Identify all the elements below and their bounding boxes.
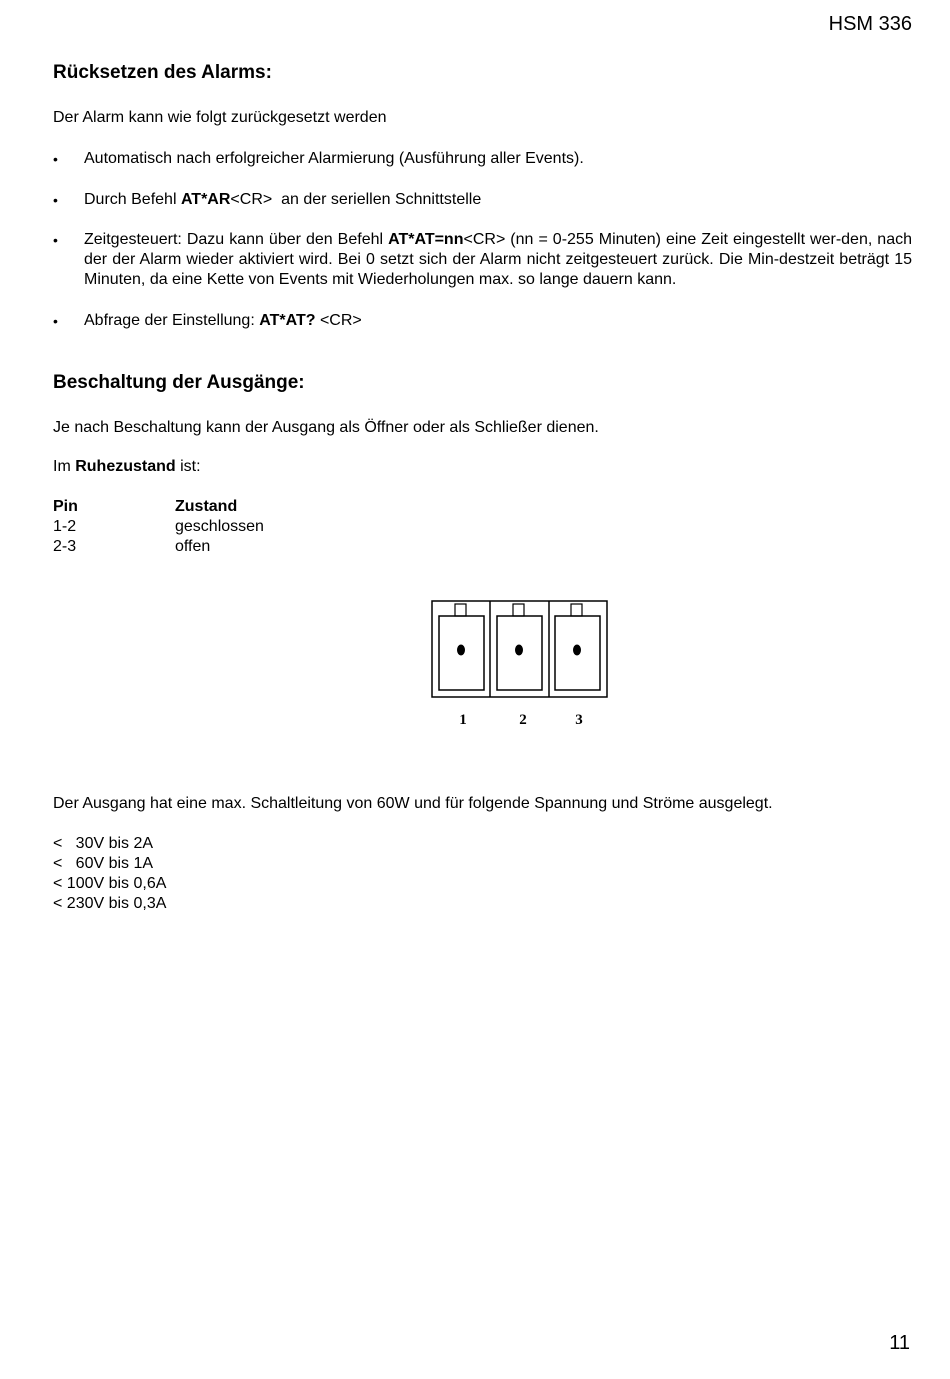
voltage-limit-item: < 30V bis 2A — [53, 835, 154, 852]
bullet-text-post: <CR> an der seriellen Schnittstelle — [230, 191, 482, 208]
table-cell-pin: 2-3 — [53, 538, 77, 555]
alarm-reset-intro: Der Alarm kann wie folgt zurückgesetzt werden — [53, 109, 387, 126]
output-rating-text: Der Ausgang hat eine max. Schaltleitung von 60W und für folgende Spannung und Ströme ausgelegt. — [53, 795, 773, 812]
bullet-item-timed — [84, 230, 912, 290]
table-header-pin: Pin — [53, 498, 78, 515]
table-header-state: Zustand — [175, 498, 238, 515]
pin-label: 3 — [575, 712, 583, 728]
voltage-limit-item: < 100V bis 0,6A — [53, 875, 167, 892]
pin-label: 1 — [459, 712, 467, 728]
rest-state-pre: Im — [53, 458, 76, 475]
bullet-text-pre: Durch Befehl — [84, 191, 181, 208]
voltage-limit-item: < 60V bis 1A — [53, 855, 154, 872]
pin-label: 2 — [519, 712, 527, 728]
bullet-item-query — [84, 311, 362, 331]
page-number: 11 — [889, 1332, 910, 1354]
table-cell-state: offen — [175, 538, 211, 555]
terminal-3 — [555, 604, 600, 690]
rest-state-post: ist: — [175, 458, 201, 475]
connector-pin-diagram — [430, 598, 612, 733]
bullet-marker: • — [53, 151, 58, 167]
section-heading-outputs: Beschaltung der Ausgänge: — [53, 372, 305, 393]
bullet-item-command — [84, 190, 481, 210]
bullet-item-automatic: Automatisch nach erfolgreicher Alarmierung (Ausführung aller Events). — [84, 150, 584, 167]
bullet-text-pre: Zeitgesteuert: Dazu kann über den Befehl — [84, 231, 389, 248]
command-at-at-nn: AT*AT=nn — [388, 231, 464, 248]
command-at-ar: AT*AR — [180, 191, 231, 208]
command-at-at-query: AT*AT? — [259, 312, 316, 329]
rest-state-term: Ruhezustand — [75, 458, 176, 475]
bullet-marker: • — [53, 192, 58, 208]
terminal-2 — [497, 604, 542, 690]
bullet-marker: • — [53, 313, 58, 329]
outputs-intro: Je nach Beschaltung kann der Ausgang als Öffner oder als Schließer dienen. — [53, 419, 599, 436]
rest-state-line — [53, 457, 201, 477]
bullet-text-pre: Abfrage der Einstellung: — [84, 312, 260, 329]
table-cell-pin: 1-2 — [53, 518, 77, 535]
terminal-1 — [439, 604, 484, 690]
bullet-text-post: <CR> (nn = 0-255 Minuten) eine Zeit eingestellt wer-den, nach der der Alarm wieder aktiviert wird. Bei 0 setzt sich der Alarm nicht zeitgesteuert zurück. Die Min-destzeit beträgt 15 Minuten, da eine Kette von Events mit Wiederholungen max. so lange dauern kann. — [84, 231, 913, 288]
voltage-limit-item: < 230V bis 0,3A — [53, 895, 167, 912]
table-cell-state: geschlossen — [175, 518, 264, 535]
section-heading-alarm-reset: Rücksetzen des Alarms: — [53, 62, 272, 83]
bullet-text-post: <CR> — [315, 312, 362, 329]
document-header: HSM 336 — [828, 13, 912, 35]
bullet-marker: • — [53, 232, 58, 248]
